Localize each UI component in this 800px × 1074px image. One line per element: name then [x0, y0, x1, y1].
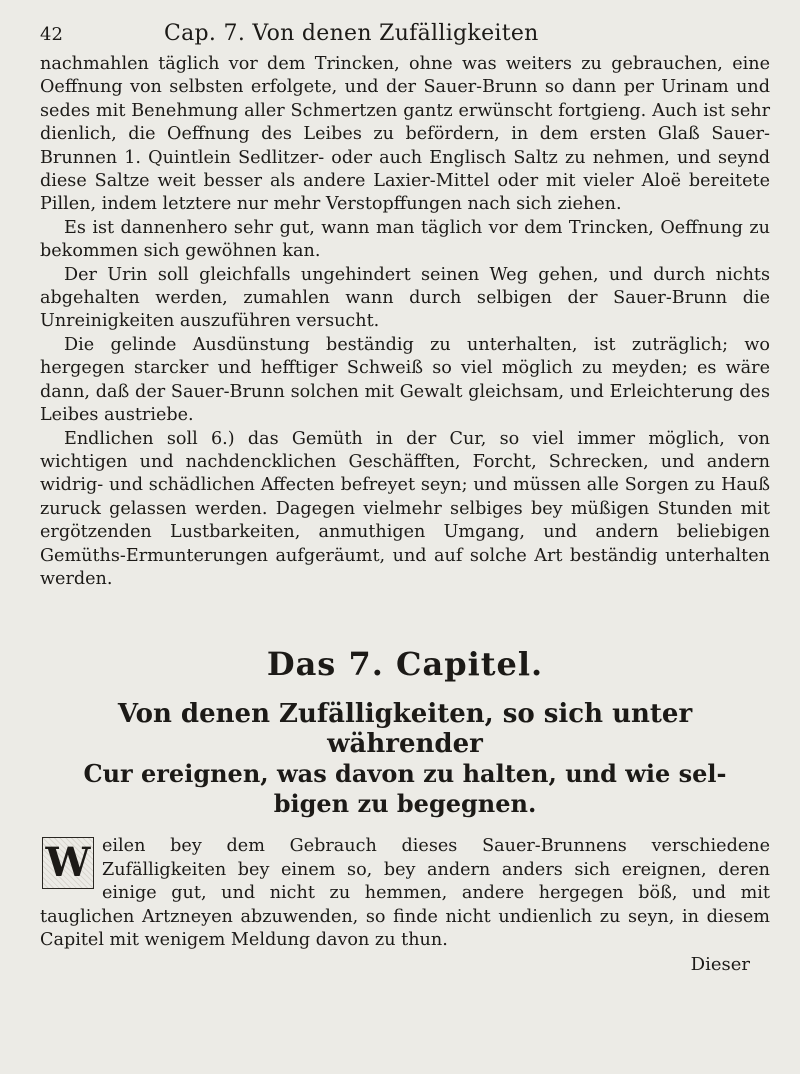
chapter-title	[40, 699, 770, 819]
chapter-first-paragraph	[40, 835, 770, 952]
body-paragraph-3: Der Urin soll gleichfalls ungehindert seinen Weg gehen, und durch nichts abgehalten werden, zumahlen wann durch selbigen der Sauer-Brunn die Unreinigkeiten auszuführen versucht.	[40, 264, 770, 332]
chapter-title-line-2: Cur ereignen, was davon zu halten, und wie sel-	[83, 759, 727, 789]
chapter-first-paragraph-text: eilen bey dem Gebrauch dieses Sauer-Brunnens verschiedene Zufälligkeiten bey einem so, bey andern anders sich ereignen, deren einige gut, und nicht zu hemmen, andere hergegen böß, und mit tauglichen Artzneyen abzuwenden, so finde nicht undienlich zu seyn, in diesem Capitel mit wenigem Meldung davon zu thun.	[40, 836, 770, 950]
catchword: Dieser	[690, 954, 750, 976]
running-title: Cap. 7. Von denen Zufälligkeiten	[164, 21, 539, 46]
drop-cap-initial: W	[42, 837, 94, 889]
running-head	[40, 20, 770, 49]
body-paragraph-2: Es ist dannenhero sehr gut, wann man täglich vor dem Trincken, Oeffnung zu bekommen sich gewöhnen kan.	[40, 217, 770, 262]
chapter-title-line-1: Von denen Zufälligkeiten, so sich unter währender	[117, 699, 693, 760]
chapter-title-line-3: bigen zu begegnen.	[273, 789, 537, 819]
body-paragraph-4: Die gelinde Ausdünstung beständig zu unterhalten, ist zuträglich; wo hergegen starcker und hefftiger Schweiß so viel möglich zu meyden; es wäre dann, daß der Sauer-Brunn solchen mit Gewalt gleichsam, und Erleichterung des Leibes austriebe.	[40, 334, 770, 426]
chapter-heading: Das 7. Capitel.	[266, 645, 544, 684]
body-paragraph-5: Endlichen soll 6.) das Gemüth in der Cur, so viel immer möglich, von wichtigen und nachdencklichen Geschäfften, Forcht, Schrecken, und andern widrig- und schädlichen Affecten befreyet seyn; und müssen alle Sorgen zu Hauß zuruck gelassen werden. Dagegen vielmehr selbiges bey müßigen Stunden mit ergötzenden Lustbarkeiten, anmuthigen Umgang, und andern beliebigen Gemüths-Ermunterungen aufgeräumt, und auf solche Art beständig unterhalten werden.	[40, 428, 770, 589]
body-paragraph-1: nachmahlen täglich vor dem Trincken, ohne was weiters zu gebrauchen, eine Oeffnung von selbsten erfolgete, und der Sauer-Brunn so dann per Urinam und sedes mit Benehmung aller Schmertzen gantz erwünscht fortgieng. Auch ist sehr dienlich, die Oeffnung des Leibes zu befördern, in dem ersten Glaß Sauer-Brunnen 1. Quintlein Sedlitzer- oder auch Englisch Saltz zu nehmen, und seynd diese Saltze weit besser als andere Laxier-Mittel oder mit vieler Aloë bereitete Pillen, indem letztere nur mehr Verstopffungen nach sich ziehen.	[40, 54, 770, 215]
page-number: 42	[40, 24, 63, 45]
